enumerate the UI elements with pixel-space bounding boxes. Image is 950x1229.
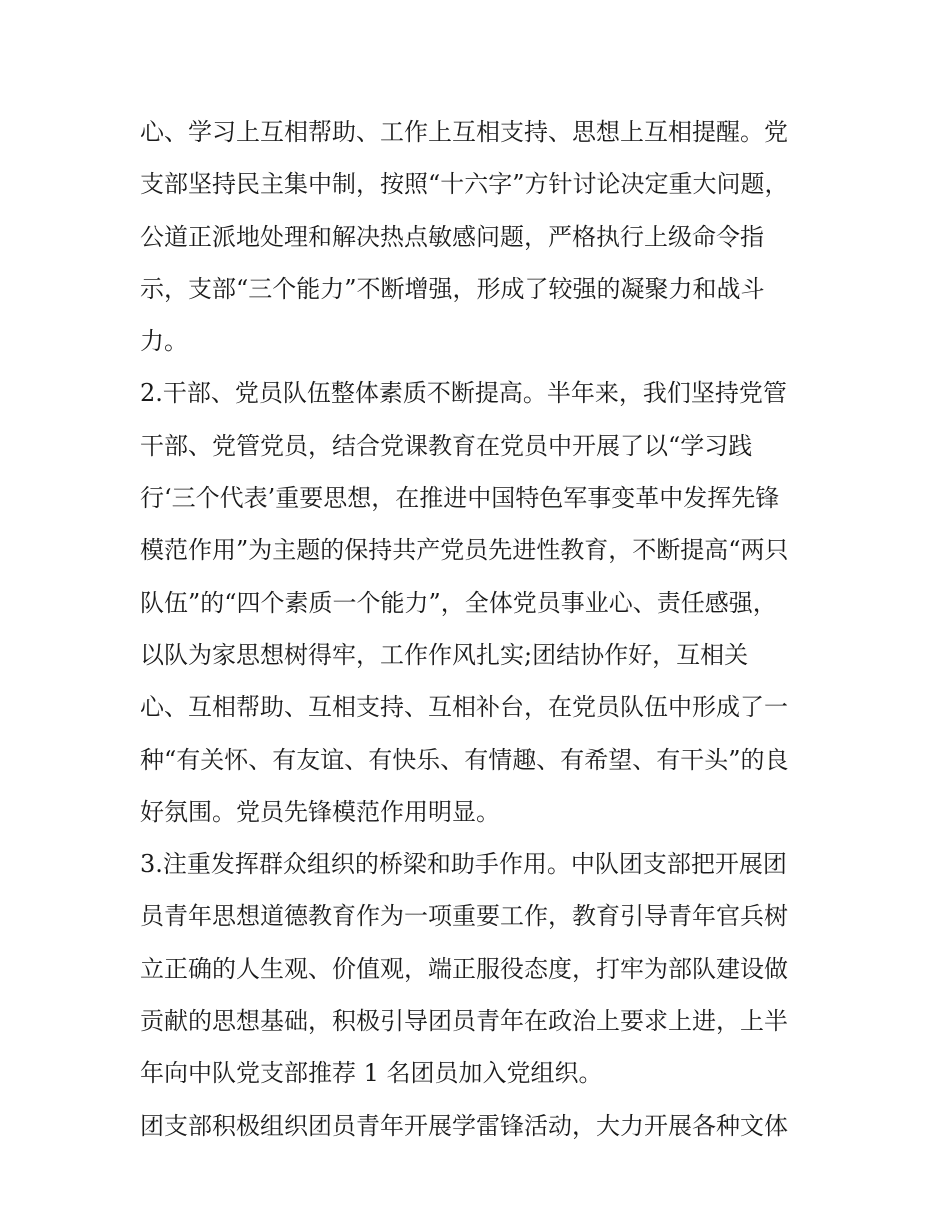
text-line: 贡献的思想基础，积极引导团员青年在政治上要求上进，上半 [140,1007,788,1036]
text-line: 种“有关怀、有友谊、有快乐、有情趣、有希望、有干头”的良 [140,745,789,774]
text-line: 力。 [140,327,188,356]
text-line: 行‘三个代表’重要思想，在推进中国特色军事变革中发挥先锋 [140,484,780,513]
text-line: 2.干部、党员队伍整体素质不断提高。半年来，我们坚持党管 [140,379,787,408]
text-line: 示，支部“三个能力”不断增强，形成了较强的凝聚力和战斗 [140,274,765,303]
text-line: 团支部积极组织团员青年开展学雷锋活动，大力开展各种文体 [140,1111,788,1140]
text-line: 公道正派地处理和解决热点敏感问题，严格执行上级命令指 [140,222,764,251]
text-line: 员青年思想道德教育作为一项重要工作，教育引导青年官兵树 [140,902,788,931]
document-body [140,106,820,1152]
text-line: 3.注重发挥群众组织的桥梁和助手作用。中队团支部把开展团 [140,850,787,879]
text-line: 支部坚持民主集中制，按照“十六字”方针讨论决定重大问题， [140,170,789,199]
text-line: 好氛围。党员先锋模范作用明显。 [140,797,500,826]
text-line: 模范作用”为主题的保持共产党员先进性教育，不断提高“两只 [140,536,789,565]
text-line: 干部、党管党员，结合党课教育在党员中开展了以“学习践 [140,431,753,460]
text-line: 心、互相帮助、互相支持、互相补台，在党员队伍中形成了一 [140,693,788,722]
text-line: 队伍”的“四个素质一个能力”，全体党员事业心、责任感强， [140,588,777,617]
text-line: 以队为家思想树得牢，工作作风扎实;团结协作好，互相关 [140,640,749,669]
text-line: 年向中队党支部推荐 1 名团员加入党组织。 [140,1059,603,1088]
text-line: 立正确的人生观、价值观，端正服役态度，打牢为部队建设做 [140,954,788,983]
text-line: 心、学习上互相帮助、工作上互相支持、思想上互相提醒。党 [140,118,788,146]
